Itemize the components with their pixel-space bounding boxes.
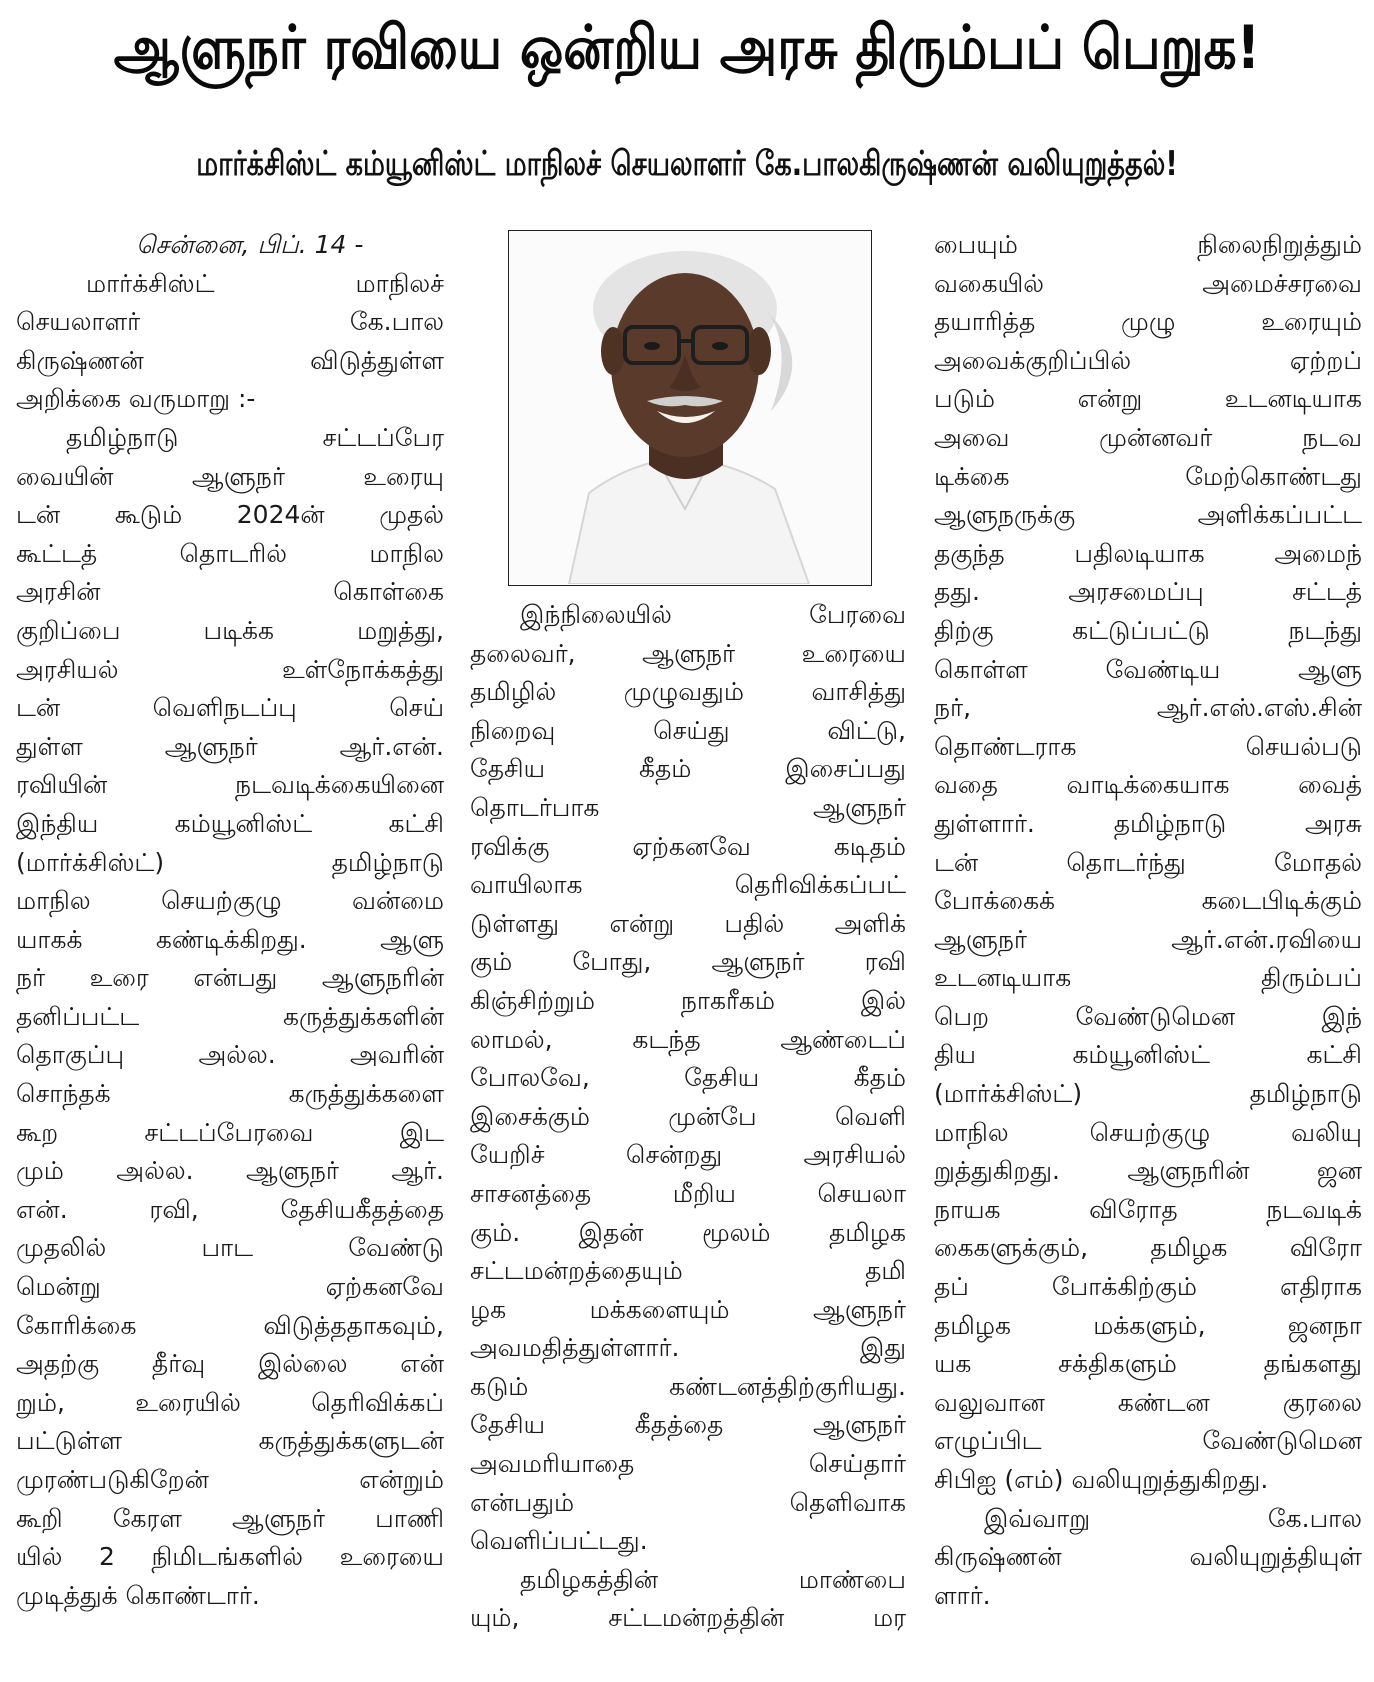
column1-line: பட்டுள்ள கருத்துக்களுடன் — [16, 1426, 444, 1456]
column3-line: தகுந்த பதிலடியாக அமைந் — [934, 538, 1362, 568]
column1-line: மாநில செயற்குழு வன்மை — [16, 886, 444, 916]
column2-line: கடும் கண்டனத்திற்குரியது. — [470, 1371, 906, 1401]
column3-line: அவை முன்னவர் நடவ — [934, 422, 1362, 452]
column1-line: சொந்தக் கருத்துக்களை — [16, 1079, 444, 1109]
column2-line: தேசிய கீதத்தை ஆளுநர் — [470, 1410, 906, 1440]
column2-line: தேசிய கீதம் இசைப்பது — [470, 754, 906, 784]
column2-line: இசைக்கும் முன்பே வெளி — [470, 1101, 906, 1131]
column3-line: சிபிஐ (எம்) வலியுறுத்துகிறது. — [934, 1465, 1269, 1494]
column3-line: ளார். — [934, 1580, 991, 1610]
column1-line: முடித்துக் கொண்டார். — [16, 1580, 260, 1610]
column-1 — [16, 226, 444, 1615]
column1-line: வையின் ஆளுநர் உரையு — [16, 461, 444, 491]
column3-line: டன் தொடர்ந்து மோதல் — [934, 847, 1362, 877]
column3-line: டிக்கை மேற்கொண்டது — [934, 461, 1362, 491]
column1-line: அரசின் கொள்கை — [16, 577, 444, 607]
column1-line: நர் உரை என்பது ஆளுநரின் — [16, 963, 444, 993]
column1-line: டன் கூடும் 2024ன் முதல் — [16, 500, 444, 530]
column1-line: முதலில் பாட வேண்டு — [16, 1233, 444, 1263]
column2-line: இந்நிலையில் பேரவை — [520, 600, 906, 629]
column2-line: ரவிக்கு ஏற்கனவே கடிதம் — [470, 831, 906, 861]
column2-line: கும். இதன் மூலம் தமிழக — [470, 1217, 906, 1247]
column3-line: ஆளுநருக்கு அளிக்கப்பட்ட — [934, 500, 1362, 530]
column3-line: போக்கைக் கடைபிடிக்கும் — [934, 886, 1362, 916]
column2-line: அவமரியாதை செய்தார் — [470, 1449, 906, 1479]
column3-line: வதை வாடிக்கையாக வைத் — [934, 770, 1362, 800]
column3-line: கிருஷ்ணன் வலியுறுத்தியுள் — [934, 1542, 1362, 1572]
column2-line: சட்டமன்றத்தையும் தமி — [470, 1256, 906, 1286]
column3-line: படும் என்று உடனடியாக — [934, 384, 1362, 414]
column2-line: கிஞ்சிற்றும் நாகரீகம் இல் — [470, 985, 906, 1015]
column3-line: உடனடியாக திரும்பப் — [934, 963, 1362, 993]
column3-line: தொண்டராக செயல்படு — [934, 731, 1362, 761]
column1-line: முரண்படுகிறேன் என்றும் — [16, 1465, 444, 1494]
column1-line: குறிப்பை படிக்க மறுத்து, — [16, 615, 444, 645]
column3-line: வகையில் அமைச்சரவை — [934, 268, 1362, 298]
column1-line: என். ரவி, தேசியகீதத்தை — [16, 1194, 444, 1224]
subheadline: மார்க்சிஸ்ட் கம்யூனிஸ்ட் மாநிலச் செயலாளர் கே.பாலகிருஷ்ணன் வலியுறுத்தல்! — [196, 144, 1178, 184]
column3-line: வலுவான கண்டன குரலை — [934, 1387, 1362, 1417]
column3-line: (மார்க்சிஸ்ட்) தமிழ்நாடு — [934, 1079, 1362, 1109]
column1-line: யில் 2 நிமிடங்களில் உரையை — [16, 1542, 444, 1572]
column1-line: மும் அல்ல. ஆளுநர் ஆர். — [16, 1156, 444, 1186]
column1-line: கிருஷ்ணன் விடுத்துள்ள — [16, 345, 444, 375]
column2-line: நிறைவு செய்து விட்டு, — [470, 715, 906, 745]
column2-line: யேறிச் சென்றது அரசியல் — [470, 1140, 906, 1170]
column-3 — [934, 226, 1362, 1615]
column1-line: தனிப்பட்ட கருத்துக்களின் — [16, 1001, 444, 1031]
column2-line: வாயிலாக தெரிவிக்கப்பட் — [470, 870, 906, 900]
column1-line: மார்க்சிஸ்ட் மாநிலச் — [86, 268, 444, 298]
column1-line: கூற சட்டப்பேரவை இட — [16, 1117, 444, 1147]
column3-line: யக சக்திகளும் தங்களது — [934, 1349, 1362, 1379]
column2-line: வெளிப்பட்டது. — [470, 1526, 648, 1556]
column1-line: அறிக்கை வருமாறு :- — [16, 384, 256, 414]
headline: ஆளுநர் ரவியை ஒன்றிய அரசு திரும்பப் பெறுக! — [113, 13, 1261, 83]
portrait-photo — [508, 230, 872, 586]
column3-line: கொள்ள வேண்டிய ஆளு — [934, 654, 1362, 684]
column3-line: ஆளுநர் ஆர்.என்.ரவியை — [934, 924, 1362, 954]
column3-line: பெற வேண்டுமென இந் — [934, 1001, 1362, 1031]
column2-line: தமிழகத்தின் மாண்பை — [520, 1564, 906, 1594]
column2-line: தமிழில் முழுவதும் வாசித்து — [470, 677, 906, 707]
column1-line: கோரிக்கை விடுத்ததாகவும், — [16, 1310, 444, 1340]
column3-line: தப் போக்கிற்கும் எதிராக — [934, 1272, 1362, 1302]
column3-line: தயாரித்த முழு உரையும் — [934, 307, 1362, 337]
column1-line: மென்று ஏற்கனவே — [16, 1272, 444, 1302]
column1-line: சென்னை, பிப். 14 - — [136, 230, 364, 259]
column2-line: போலவே, தேசிய கீதம் — [470, 1063, 906, 1093]
column2-line: ழக மக்களையும் ஆளுநர் — [470, 1294, 906, 1324]
column2-line: தொடர்பாக ஆளுநர் — [470, 792, 906, 822]
column1-line: அதற்கு தீர்வு இல்லை என் — [16, 1349, 444, 1379]
column2-line: யும், சட்டமன்றத்தின் மர — [470, 1603, 906, 1633]
column1-line: இந்திய கம்யூனிஸ்ட் கட்சி — [16, 808, 444, 838]
column2-line: என்பதும் தெளிவாக — [470, 1487, 906, 1517]
column3-line: திற்கு கட்டுப்பட்டு நடந்து — [934, 615, 1362, 645]
column3-line: பையும் நிலைநிறுத்தும் — [934, 230, 1362, 259]
column1-line: தொகுப்பு அல்ல. அவரின் — [16, 1040, 444, 1070]
column1-line: கூட்டத் தொடரில் மாநில — [16, 538, 444, 568]
column3-line: எழுப்பிட வேண்டுமென — [934, 1426, 1362, 1456]
column1-line: யாகக் கண்டிக்கிறது. ஆளு — [16, 924, 444, 954]
column1-line: செயலாளர் கே.பால — [16, 307, 444, 337]
column3-line: கைகளுக்கும், தமிழக விரோ — [934, 1233, 1362, 1263]
column2-line: கும் போது, ஆளுநர் ரவி — [470, 947, 906, 977]
column3-line: துள்ளார். தமிழ்நாடு அரசு — [934, 808, 1362, 838]
column2-line: அவமதித்துள்ளார். இது — [470, 1333, 906, 1363]
column2-line: தலைவர், ஆளுநர் உரையை — [470, 638, 906, 668]
column3-line: இவ்வாறு கே.பால — [984, 1503, 1362, 1533]
column3-line: மாநில செயற்குழு வலியு — [934, 1117, 1362, 1147]
column3-line: திய கம்யூனிஸ்ட் கட்சி — [934, 1040, 1362, 1070]
column3-line: தமிழக மக்களும், ஜனநா — [934, 1310, 1362, 1340]
column3-line: அவைக்குறிப்பில் ஏற்றப் — [934, 345, 1362, 375]
column3-line: நர், ஆர்.எஸ்.எஸ்.சின் — [934, 693, 1362, 723]
column1-line: டன் வெளிநடப்பு செய் — [16, 693, 444, 723]
column-2 — [470, 596, 906, 1638]
column1-line: றும், உரையில் தெரிவிக்கப் — [16, 1387, 444, 1417]
column2-line: சாசனத்தை மீறிய செயலா — [470, 1178, 906, 1208]
column1-line: கூறி கேரள ஆளுநர் பாணி — [16, 1503, 444, 1533]
column2-line: லாமல், கடந்த ஆண்டைப் — [470, 1024, 906, 1054]
portrait-photo-icon — [509, 231, 870, 584]
column1-line: (மார்க்சிஸ்ட்) தமிழ்நாடு — [16, 847, 444, 877]
column3-line: நாயக விரோத நடவடிக் — [934, 1194, 1362, 1224]
column1-line: தமிழ்நாடு சட்டப்பேர — [66, 422, 444, 452]
column1-line: துள்ள ஆளுநர் ஆர்.என். — [16, 731, 444, 761]
column3-line: றுத்துகிறது. ஆளுநரின் ஜன — [934, 1156, 1362, 1186]
column3-line: தது. அரசமைப்பு சட்டத் — [934, 577, 1362, 607]
column1-line: அரசியல் உள்நோக்கத்து — [16, 654, 444, 684]
column2-line: டுள்ளது என்று பதில் அளிக் — [470, 908, 906, 938]
column1-line: ரவியின் நடவடிக்கையினை — [16, 770, 444, 800]
